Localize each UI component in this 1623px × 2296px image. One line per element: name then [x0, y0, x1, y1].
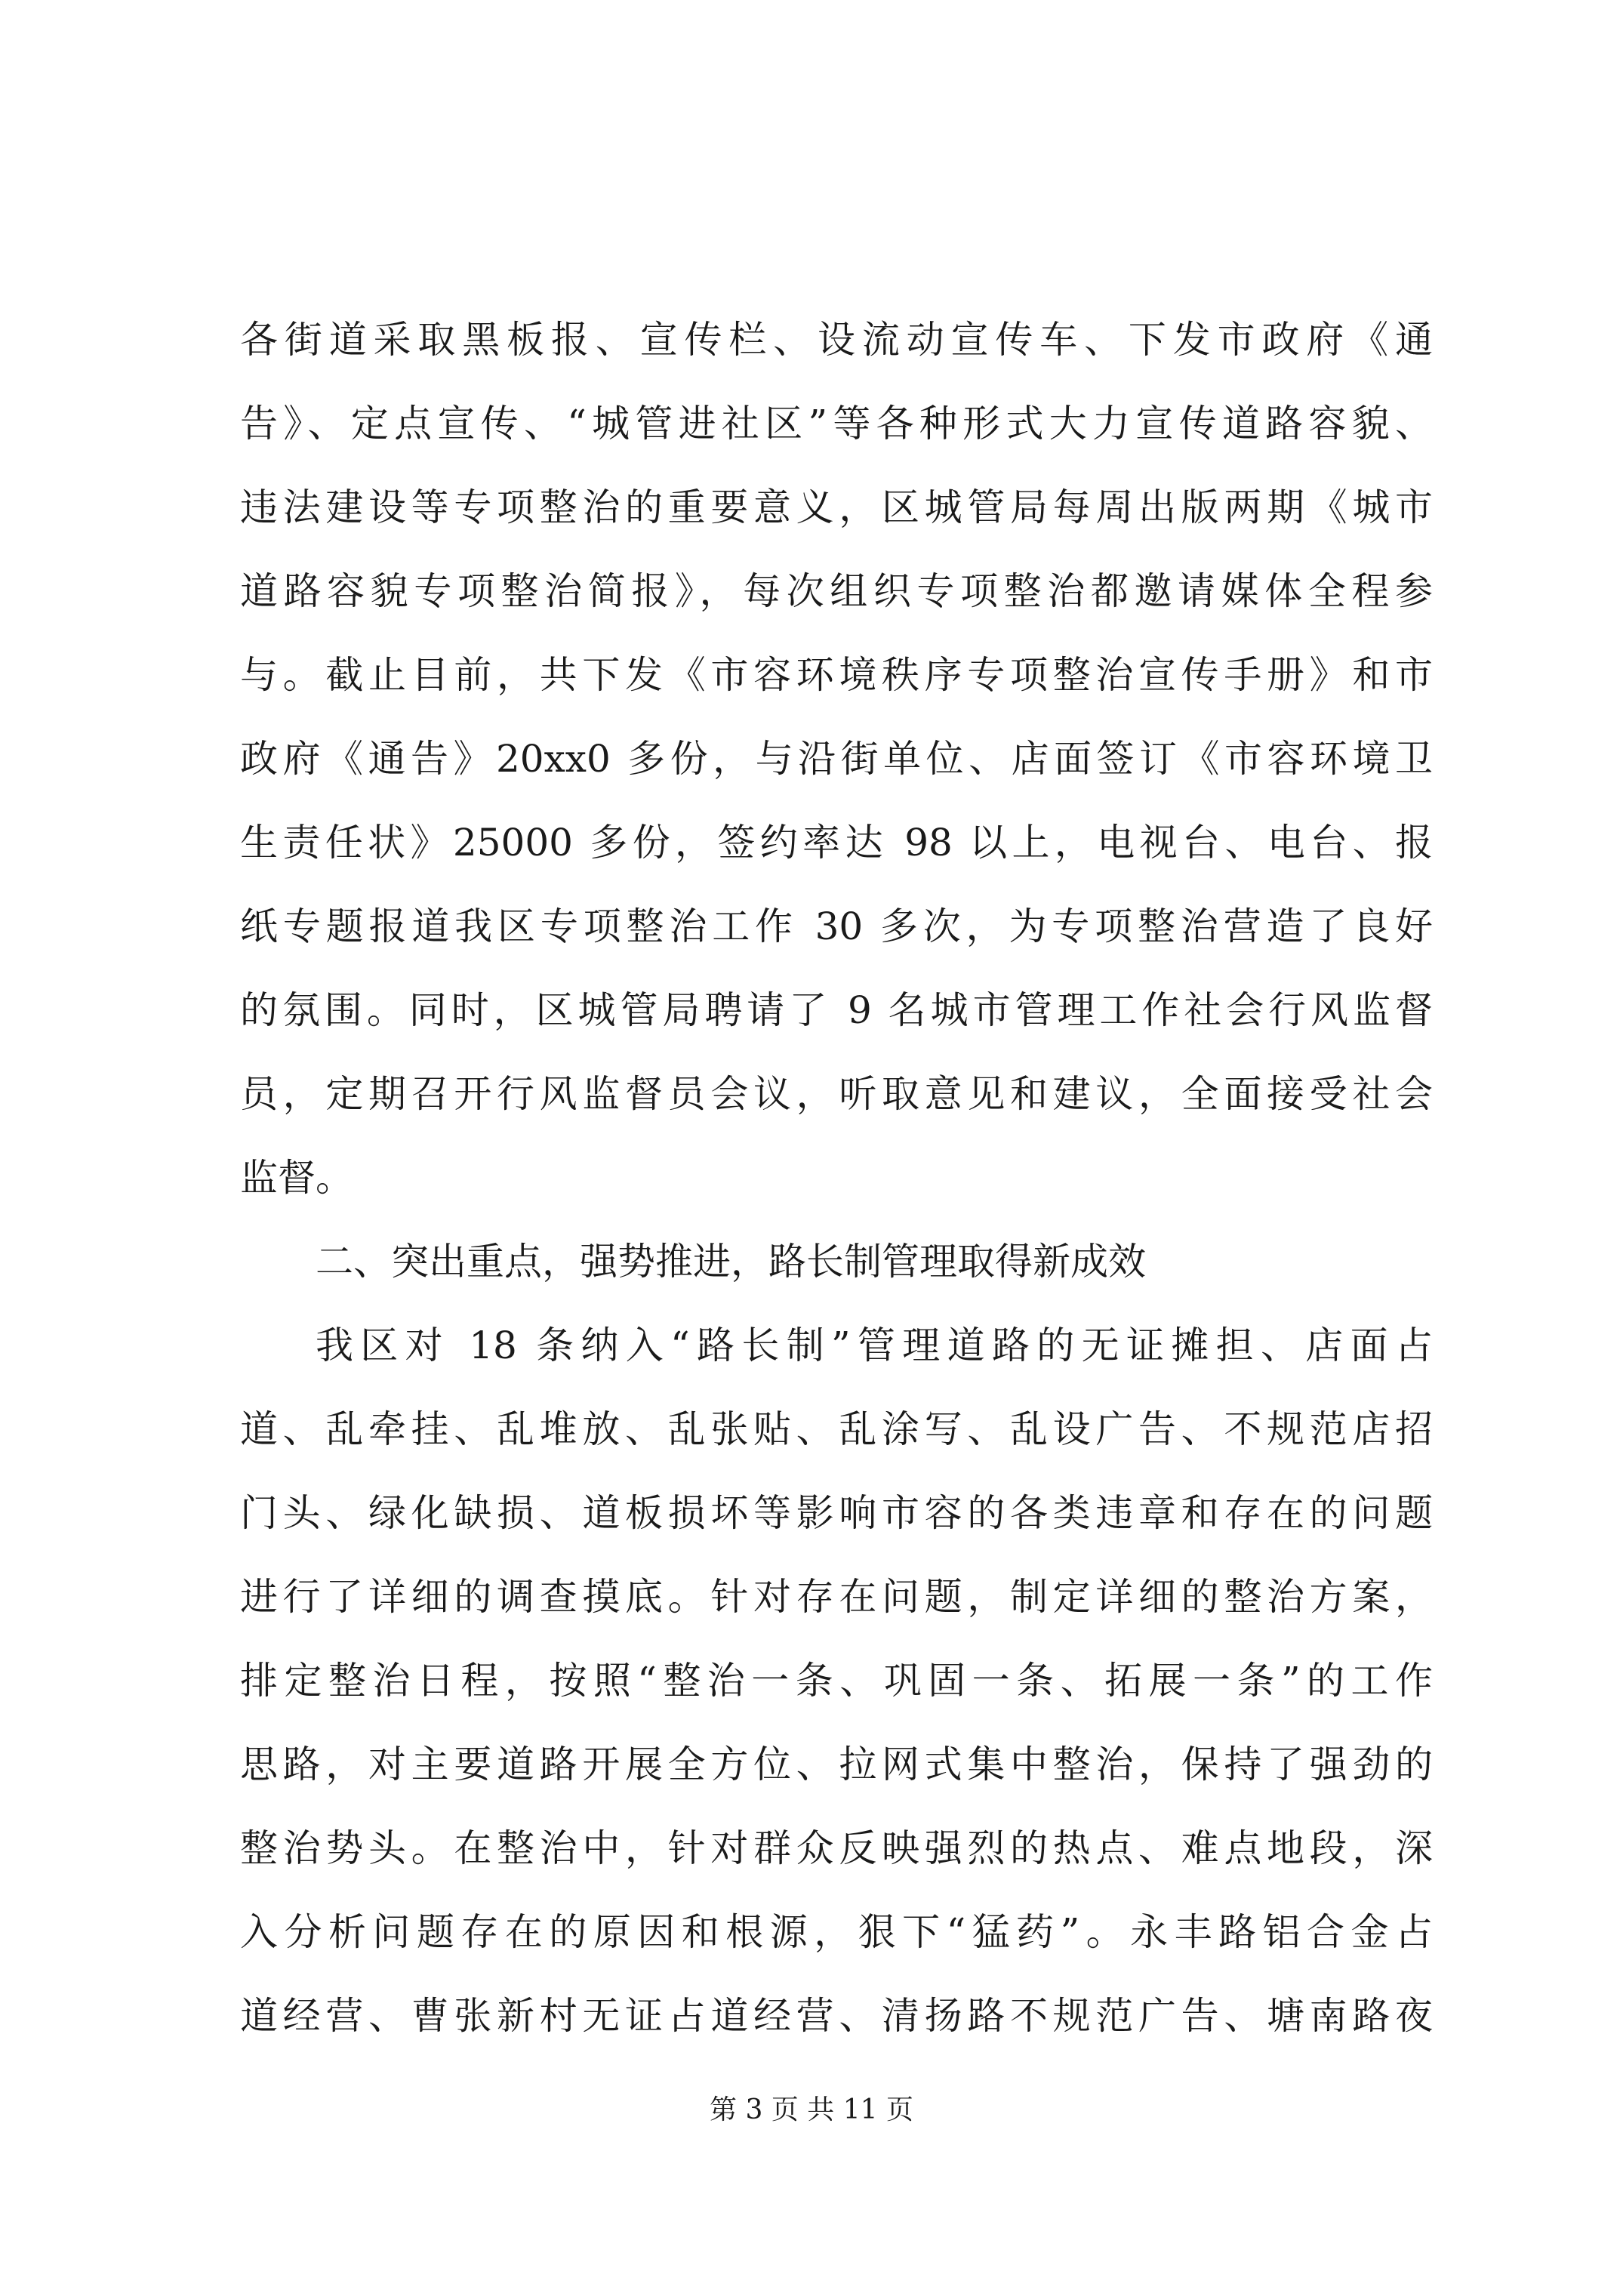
paragraph-line: 我区对 18 条纳入“路长制”管理道路的无证摊担、店面占	[316, 1324, 1433, 1367]
paragraph-line: 的氛围。同时，区城管局聘请了 9 名城市管理工作社会行风监督	[240, 988, 1433, 1032]
paragraph-line: 道、乱牵挂、乱堆放、乱张贴、乱涂写、乱设广告、不规范店招	[240, 1407, 1433, 1451]
paragraph-line: 入分析问题存在的原因和根源，狠下“猛药”。永丰路铝合金占	[240, 1910, 1433, 1954]
paragraph-line: 生责任状》25000 多份，签约率达 98 以上，电视台、电台、报	[240, 821, 1433, 864]
paragraph-line: 整治势头。在整治中，针对群众反映强烈的热点、难点地段，深	[240, 1826, 1433, 1870]
paragraph-line: 违法建设等专项整治的重要意义，区城管局每周出版两期《城市	[240, 485, 1433, 529]
paragraph-line: 各街道采取黑板报、宣传栏、设流动宣传车、下发市政府《通	[240, 318, 1433, 362]
page-footer: 第 3 页 共 11 页	[710, 2094, 913, 2125]
paragraph-line: 门头、绿化缺损、道板损坏等影响市容的各类违章和存在的问题	[240, 1491, 1433, 1535]
paragraph-line: 员，定期召开行风监督员会议，听取意见和建议，全面接受社会	[240, 1072, 1433, 1116]
paragraph-line: 与。截止目前，共下发《市容环境秩序专项整治宣传手册》和市	[240, 653, 1433, 697]
section-heading: 二、突出重点，强势推进，路长制管理取得新成效	[316, 1240, 1146, 1284]
paragraph-line: 思路，对主要道路开展全方位、拉网式集中整治，保持了强劲的	[240, 1743, 1433, 1786]
paragraph-line: 进行了详细的调查摸底。针对存在问题，制定详细的整治方案，	[240, 1575, 1433, 1619]
paragraph-line: 排定整治日程，按照“整治一条、巩固一条、拓展一条”的工作	[240, 1659, 1433, 1703]
paragraph-line: 道经营、曹张新村无证占道经营、清扬路不规范广告、塘南路夜	[240, 1994, 1433, 2038]
paragraph-line: 政府《通告》20xx0 多份，与沿街单位、店面签订《市容环境卫	[240, 737, 1433, 781]
paragraph-line: 告》、定点宣传、“城管进社区”等各种形式大力宣传道路容貌、	[240, 402, 1433, 445]
paragraph-line: 纸专题报道我区专项整治工作 30 多次，为专项整治营造了良好	[240, 905, 1433, 948]
paragraph-line: 道路容貌专项整治简报》，每次组织专项整治都邀请媒体全程参	[240, 569, 1433, 613]
paragraph-line: 监督。	[240, 1156, 353, 1200]
document-body	[240, 298, 1433, 2058]
